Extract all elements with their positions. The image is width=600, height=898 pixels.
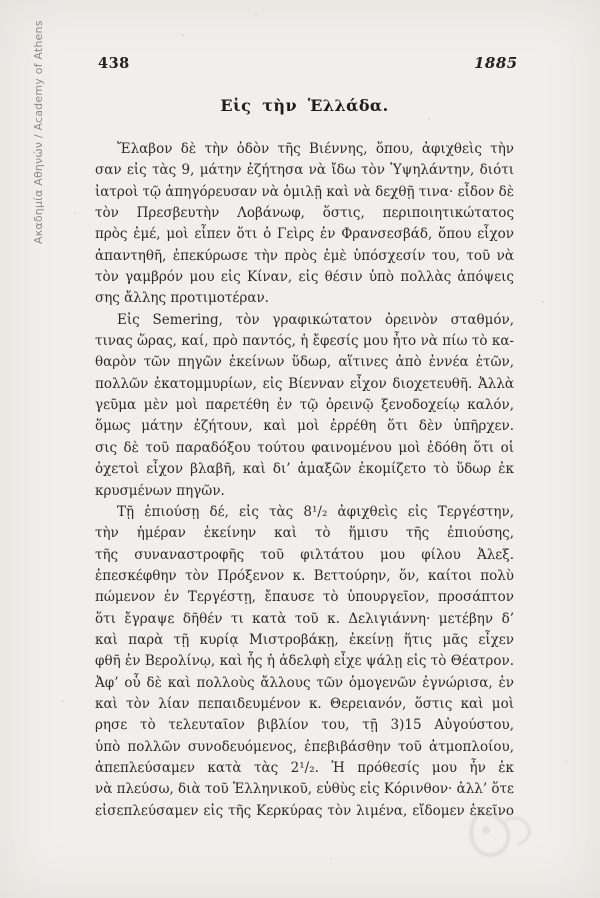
text-line: θαρὸν τῶν πηγῶν ἐκείνων ὕδωρ, αἵτινες ἀπὸ ἐννέα ἐτῶν, [95, 354, 514, 371]
text-line: ὅμως μάτην ἐζήτουν, καὶ μοὶ ἐρρέθη ὅτι δὲν ὑπῆρχεν. [95, 418, 514, 435]
library-watermark-vertical: Ακαδημία Αθηνών / Academy of Athens [32, 20, 45, 244]
text-line: ἰατροὶ τῷ ἀπηγόρευσαν νὰ ὁμιλῇ καὶ νὰ δεχθῇ τινα· εἶδον δὲ [95, 183, 514, 200]
text-line: τὸν Πρεσβευτὴν Λοβάνωφ, ὅστις, περιποιητικώτατος [95, 205, 514, 222]
text-line: τῆς συναναστροφῆς τοῦ φιλτάτου μου φίλου Ἀλεξ. [95, 546, 514, 563]
text-line: πώμενον ἐν Τεργέστῃ, ἔπαυσε τὸ ὑπουργεῖον, προσάπτον [95, 589, 514, 606]
text-line: Τῇ ἐπιούσῃ δέ, εἰς τὰς 8¹/₂ ἀφιχθεὶς εἰς Τεργέστην, [117, 503, 514, 520]
page-number: 438 [98, 55, 130, 72]
text-line: ἀπαντηθῆ, ἐπεκύρωσε τὴν πρὸς ἐμὲ ὑπόσχεσίν του, τοῦ νὰ [95, 247, 514, 264]
text-line: σις δὲ τοῦ παραδόξου τούτου φαινομένου μοὶ ἐδόθη ὅτι οἱ [95, 439, 514, 456]
text-line: ὅτι ἔγραψε δῆθέν τι κατὰ τοῦ κ. Δελιγιάννη· μετέβην δ’ [95, 610, 514, 627]
text-line: ἐπεσκέφθην τὸν Πρόξενον κ. Βεττούρην, ὅν, καίτοι πολὺ [95, 567, 514, 584]
text-line: καὶ τὸν λίαν πεπαιδευμένον κ. Θερειανόν, ὅστις καὶ μοὶ [95, 695, 514, 712]
text-line: Ἀφ’ οὗ δὲ καὶ πολλοὺς ἄλλους τῶν ὁμογενῶν ἐγνώρισα, ἐν [95, 674, 514, 691]
text-line: γεῦμα μὲν μοὶ παρετέθη ἐν τῷ ὀρεινῷ ξενοδοχείῳ καλόν, [95, 397, 514, 414]
text-line: νὰ πλεύσω, διὰ τοῦ Ἑλληνικοῦ, εὐθὺς εἰς Κόρινθον· ἀλλ’ ὅτε [95, 781, 514, 798]
text-line: ρησε τὸ τελευταῖον βιβλίον του, τῇ 3)15 Αὐγούστου, [95, 717, 514, 734]
text-line: εἰσεπλεύσαμεν εἰς τῆς Κερκύρας τὸν λιμένα, εἴδομεν ἐκεῖνο [95, 802, 514, 819]
academy-stamp-watermark [448, 806, 548, 868]
text-line: φθῆ ἐν Βερολίνῳ, καὶ ἧς ἡ ἀδελφὴ εἶχε ψάλῃ εἰς τὸ Θέατρον. [95, 653, 514, 670]
text-line: καὶ παρὰ τῇ κυρίᾳ Μιστροβάκῃ, ἐκείνῃ ἥτις μᾶς εἶχεν [95, 631, 514, 648]
text-line: τινας ὥρας, καί, πρὸ παντός, ἡ ἔφεσίς μου ἦτο νὰ πίω τὸ κα- [95, 333, 514, 350]
text-line: πολλῶν ἑκατομμυρίων, εἰς Βίενναν εἶχον διοχετευθῆ. Ἀλλὰ [95, 375, 514, 392]
text-line: ἀπεπλεύσαμεν κατὰ τὰς 2¹/₂. Ἡ πρόθεσίς μου ἦν ἐκ [95, 759, 514, 776]
text-line: σαν εἰς τὰς 9, μάτην ἐζήτησα νὰ ἴδω τὸν Ὑψηλάντην, διότι [95, 162, 514, 179]
text-line: Ἔλαβον δὲ τὴν ὁδὸν τῆς Βιέννης, ὅπου, ἀφιχθεὶς τὴν [117, 141, 514, 157]
text-line: σης ἄλλης προτιμοτέραν. [95, 290, 269, 307]
text-line: ὀχετοὶ εἶχον βλαβῆ, καὶ δι’ ἁμαξῶν ἐκομίζετο τὸ ὕδωρ ἐκ [95, 461, 514, 478]
text-line: κρυσμένων πηγῶν. [95, 482, 225, 499]
body-text-block [95, 139, 514, 822]
text-line: τὸν γαμβρόν μου εἰς Κίναν, εἰς θέσιν ὑπὸ πολλὰς ἀπόψεις [95, 269, 514, 286]
text-line: τὴν ἡμέραν ἐκείνην καὶ τὸ ἥμισυ τῆς ἐπιούσης, [95, 525, 514, 542]
chapter-title: Εἰς τὴν Ἑλλάδα. [220, 96, 389, 115]
text-line: Εἰς Semering, τὸν γραφικώτατον ὀρεινὸν σταθμόν, [117, 311, 514, 328]
year-running-head: 1885 [474, 54, 518, 72]
paper-speckles [0, 0, 2, 2]
text-line: πρὸς ἐμέ, μοὶ εἶπεν ὅτι ὁ Γεὶρς ἐν Φρανσεσβάδ, ὅπου εἶχον [95, 226, 514, 243]
text-line: ὑπὸ πολλῶν συνοδευόμενος, ἐπεβιβάσθην τοῦ ἀτμοπλοίου, [95, 738, 514, 755]
